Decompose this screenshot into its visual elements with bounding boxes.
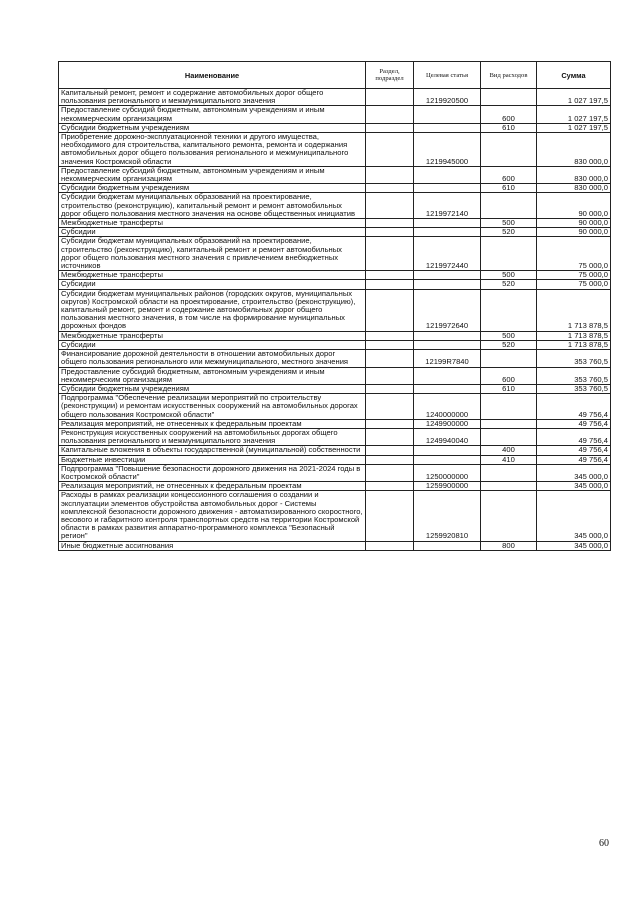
table-body bbox=[59, 89, 611, 551]
cell-name: Подпрограмма "Повышение безопасности дорожного движения на 2021-2024 годы в Костромской области" bbox=[59, 464, 366, 481]
cell-vid: 500 bbox=[481, 271, 537, 280]
cell-name: Финансирование дорожной деятельности в отношении автомобильных дорог общего пользования регионального или межмуниципального, местного значения bbox=[59, 350, 366, 367]
cell-vid: 600 bbox=[481, 367, 537, 384]
cell-name: Капитальные вложения в объекты государственной (муниципальной) собственности bbox=[59, 446, 366, 455]
cell-vid bbox=[481, 482, 537, 491]
cell-vid: 500 bbox=[481, 331, 537, 340]
cell-sum: 1 027 197,5 bbox=[537, 89, 611, 106]
cell-article: 1259920810 bbox=[414, 491, 481, 541]
cell-vid: 610 bbox=[481, 184, 537, 193]
cell-name: Предоставление субсидий бюджетным, автономным учреждениям и иным некоммерческим организациям bbox=[59, 367, 366, 384]
cell-vid bbox=[481, 133, 537, 167]
cell-article: 1219972640 bbox=[414, 289, 481, 331]
cell-article: 12199R7840 bbox=[414, 350, 481, 367]
table-row bbox=[59, 455, 611, 464]
cell-section bbox=[366, 455, 414, 464]
cell-vid: 600 bbox=[481, 166, 537, 183]
cell-sum: 353 760,5 bbox=[537, 384, 611, 393]
cell-section bbox=[366, 123, 414, 132]
cell-sum: 830 000,0 bbox=[537, 133, 611, 167]
cell-article bbox=[414, 446, 481, 455]
cell-vid bbox=[481, 394, 537, 420]
table-row bbox=[59, 289, 611, 331]
cell-name: Субсидии bbox=[59, 228, 366, 237]
cell-article bbox=[414, 280, 481, 289]
cell-name: Бюджетные инвестиции bbox=[59, 455, 366, 464]
cell-name: Межбюджетные трансферты bbox=[59, 271, 366, 280]
cell-article bbox=[414, 166, 481, 183]
cell-article bbox=[414, 228, 481, 237]
cell-article: 1219972140 bbox=[414, 193, 481, 219]
cell-name: Приобретение дорожно-эксплуатационной техники и другого имущества, необходимого для строительства, капитального ремонта, ремонта и содержания автомобильных дорог общего пользования регионального и межмуниципального значения Костромской области bbox=[59, 133, 366, 167]
cell-sum: 345 000,0 bbox=[537, 482, 611, 491]
cell-sum: 345 000,0 bbox=[537, 491, 611, 541]
table-row bbox=[59, 541, 611, 550]
cell-sum: 345 000,0 bbox=[537, 541, 611, 550]
cell-vid bbox=[481, 419, 537, 428]
cell-vid bbox=[481, 350, 537, 367]
header-name: Наименование bbox=[59, 62, 366, 89]
cell-sum: 830 000,0 bbox=[537, 184, 611, 193]
table-row bbox=[59, 271, 611, 280]
cell-section bbox=[366, 384, 414, 393]
cell-name: Субсидии бюджетам муниципальных районов (городских округов, муниципальных округов) Костромской области на проектирование, строительство (реконструкцию), капитальный ремонт, ремонт и содержание автомобильных дорог общего пользования местного значения, в том числе на формирование муниципальных дорожных фондов bbox=[59, 289, 366, 331]
cell-name: Реализация мероприятий, не отнесенных к федеральным проектам bbox=[59, 419, 366, 428]
table-row bbox=[59, 350, 611, 367]
cell-section bbox=[366, 184, 414, 193]
table-row bbox=[59, 280, 611, 289]
cell-sum: 49 756,4 bbox=[537, 394, 611, 420]
budget-sheet bbox=[58, 61, 610, 551]
cell-sum: 1 713 878,5 bbox=[537, 331, 611, 340]
cell-vid: 410 bbox=[481, 455, 537, 464]
table-row bbox=[59, 89, 611, 106]
cell-section bbox=[366, 446, 414, 455]
table-row bbox=[59, 367, 611, 384]
cell-section bbox=[366, 482, 414, 491]
cell-vid: 520 bbox=[481, 228, 537, 237]
cell-vid bbox=[481, 89, 537, 106]
cell-article bbox=[414, 455, 481, 464]
cell-vid: 520 bbox=[481, 340, 537, 349]
cell-name: Субсидии bbox=[59, 280, 366, 289]
cell-article bbox=[414, 271, 481, 280]
cell-sum: 830 000,0 bbox=[537, 166, 611, 183]
table-row bbox=[59, 133, 611, 167]
cell-article bbox=[414, 340, 481, 349]
table-row bbox=[59, 394, 611, 420]
cell-sum: 90 000,0 bbox=[537, 219, 611, 228]
budget-table bbox=[58, 61, 611, 551]
cell-vid: 500 bbox=[481, 219, 537, 228]
cell-sum: 353 760,5 bbox=[537, 350, 611, 367]
cell-name: Капитальный ремонт, ремонт и содержание автомобильных дорог общего пользования регионального и межмуниципального значения bbox=[59, 89, 366, 106]
table-row bbox=[59, 166, 611, 183]
cell-section bbox=[366, 491, 414, 541]
cell-section bbox=[366, 280, 414, 289]
cell-sum: 90 000,0 bbox=[537, 193, 611, 219]
cell-name: Субсидии бюджетам муниципальных образований на проектирование, строительство (реконструкцию), капитальный ремонт и ремонт автомобильных дорог общего пользования местного значения на основе общественных инициатив bbox=[59, 193, 366, 219]
cell-name: Субсидии бюджетным учреждениям bbox=[59, 123, 366, 132]
cell-article bbox=[414, 541, 481, 550]
table-row bbox=[59, 106, 611, 123]
cell-sum: 75 000,0 bbox=[537, 237, 611, 271]
cell-article: 1219945000 bbox=[414, 133, 481, 167]
cell-sum: 353 760,5 bbox=[537, 367, 611, 384]
cell-article: 1249900000 bbox=[414, 419, 481, 428]
cell-section bbox=[366, 106, 414, 123]
page-number: 60 bbox=[599, 838, 609, 849]
cell-section bbox=[366, 331, 414, 340]
cell-name: Предоставление субсидий бюджетным, автономным учреждениям и иным некоммерческим организациям bbox=[59, 106, 366, 123]
cell-vid bbox=[481, 193, 537, 219]
cell-article bbox=[414, 331, 481, 340]
cell-section bbox=[366, 166, 414, 183]
cell-name: Расходы в рамках реализации концессионного соглашения о создании и эксплуатации элементов обустройства автомобильных дорог - Системы комплексной безопасности дорожного движения - автоматизированного скоростного, весового и габаритного контроля транспортных средств на территории Костромской области в рамках развития аппаратно-программного комплекса "Безопасный регион" bbox=[59, 491, 366, 541]
cell-section bbox=[366, 228, 414, 237]
cell-name: Предоставление субсидий бюджетным, автономным учреждениям и иным некоммерческим организациям bbox=[59, 166, 366, 183]
cell-vid: 610 bbox=[481, 123, 537, 132]
cell-name: Субсидии бюджетным учреждениям bbox=[59, 384, 366, 393]
cell-sum: 75 000,0 bbox=[537, 280, 611, 289]
cell-vid bbox=[481, 289, 537, 331]
cell-sum: 1 027 197,5 bbox=[537, 123, 611, 132]
cell-vid: 610 bbox=[481, 384, 537, 393]
cell-sum: 49 756,4 bbox=[537, 446, 611, 455]
cell-section bbox=[366, 133, 414, 167]
cell-name: Подпрограмма "Обеспечение реализации мероприятий по строительству (реконструкции) и ремонтам искусственных сооружений на автомобильных дорогах общего пользования Костромской области" bbox=[59, 394, 366, 420]
cell-article bbox=[414, 384, 481, 393]
header-sum: Сумма bbox=[537, 62, 611, 89]
cell-section bbox=[366, 219, 414, 228]
cell-section bbox=[366, 541, 414, 550]
cell-article: 1219920500 bbox=[414, 89, 481, 106]
header-vid: Вид расходов bbox=[481, 62, 537, 89]
cell-name: Субсидии бюджетам муниципальных образований на проектирование, строительство (реконструкцию), капитальный ремонт и ремонт автомобильных дорог общего пользования местного значения с привлечением внебюджетных источников bbox=[59, 237, 366, 271]
cell-section bbox=[366, 367, 414, 384]
cell-sum: 345 000,0 bbox=[537, 464, 611, 481]
cell-section bbox=[366, 464, 414, 481]
cell-article bbox=[414, 106, 481, 123]
cell-article: 1250000000 bbox=[414, 464, 481, 481]
cell-article: 1219972440 bbox=[414, 237, 481, 271]
cell-vid: 600 bbox=[481, 106, 537, 123]
cell-sum: 49 756,4 bbox=[537, 428, 611, 445]
table-row bbox=[59, 464, 611, 481]
cell-sum: 1 713 878,5 bbox=[537, 289, 611, 331]
cell-vid bbox=[481, 237, 537, 271]
cell-vid: 520 bbox=[481, 280, 537, 289]
table-row bbox=[59, 237, 611, 271]
cell-article: 1240000000 bbox=[414, 394, 481, 420]
cell-sum: 90 000,0 bbox=[537, 228, 611, 237]
cell-vid: 400 bbox=[481, 446, 537, 455]
table-header bbox=[59, 62, 611, 89]
cell-sum: 1 027 197,5 bbox=[537, 106, 611, 123]
cell-vid bbox=[481, 428, 537, 445]
cell-name: Субсидии бюджетным учреждениям bbox=[59, 184, 366, 193]
cell-article: 1249940040 bbox=[414, 428, 481, 445]
table-row bbox=[59, 219, 611, 228]
cell-article bbox=[414, 184, 481, 193]
cell-vid bbox=[481, 464, 537, 481]
cell-name: Межбюджетные трансферты bbox=[59, 219, 366, 228]
cell-name: Иные бюджетные ассигнования bbox=[59, 541, 366, 550]
cell-section bbox=[366, 237, 414, 271]
cell-sum: 49 756,4 bbox=[537, 455, 611, 464]
header-article: Целевая статья bbox=[414, 62, 481, 89]
cell-section bbox=[366, 394, 414, 420]
cell-article bbox=[414, 123, 481, 132]
table-row bbox=[59, 331, 611, 340]
cell-section bbox=[366, 350, 414, 367]
cell-sum: 75 000,0 bbox=[537, 271, 611, 280]
table-row bbox=[59, 428, 611, 445]
cell-section bbox=[366, 340, 414, 349]
header-section: Раздел, подраздел bbox=[366, 62, 414, 89]
cell-name: Реконструкция искусственных сооружений на автомобильных дорогах общего пользования регионального и межмуниципального значения bbox=[59, 428, 366, 445]
table-row bbox=[59, 491, 611, 541]
cell-vid: 800 bbox=[481, 541, 537, 550]
cell-section bbox=[366, 271, 414, 280]
cell-sum: 1 713 878,5 bbox=[537, 340, 611, 349]
cell-section bbox=[366, 428, 414, 445]
cell-article: 1259900000 bbox=[414, 482, 481, 491]
cell-section bbox=[366, 89, 414, 106]
cell-section bbox=[366, 419, 414, 428]
cell-vid bbox=[481, 491, 537, 541]
table-row bbox=[59, 193, 611, 219]
cell-name: Субсидии bbox=[59, 340, 366, 349]
cell-section bbox=[366, 193, 414, 219]
cell-sum: 49 756,4 bbox=[537, 419, 611, 428]
table-row bbox=[59, 446, 611, 455]
cell-article bbox=[414, 219, 481, 228]
cell-name: Реализация мероприятий, не отнесенных к федеральным проектам bbox=[59, 482, 366, 491]
cell-name: Межбюджетные трансферты bbox=[59, 331, 366, 340]
cell-section bbox=[366, 289, 414, 331]
cell-article bbox=[414, 367, 481, 384]
